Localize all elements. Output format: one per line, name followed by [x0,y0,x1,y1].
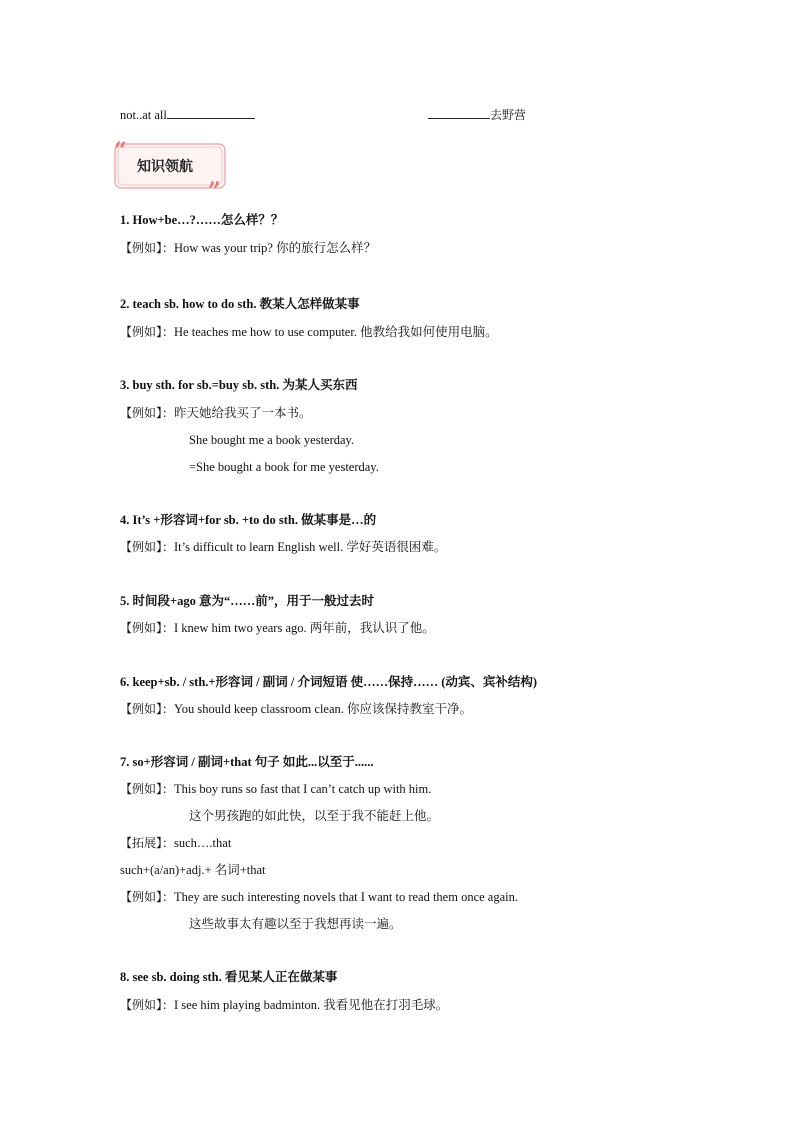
example-text: This boy runs so fast that I can’t catch up with him. [174,782,432,796]
example-line [120,701,472,717]
example-line [120,862,266,878]
example-line [120,539,446,555]
example-line [189,459,379,475]
answer-blank-1[interactable] [167,106,255,119]
example-text: How was your trip? 你的旅行怎么样？ [174,241,377,255]
item-title: 8. see sb. doing sth. 看见某人正在做某事 [120,970,338,984]
top-line-right [428,106,526,123]
example-text: I knew him two years ago. 两年前，我认识了他。 [174,621,435,635]
item-title: 2. teach sb. how to do sth. 教某人怎样做某事 [120,297,360,311]
example-line [120,781,431,797]
example-line [120,324,498,340]
example-label: 【例如】： [120,702,175,716]
item-title: 7. so+形容词 / 副词+that 句子 如此...以至于...... [120,755,374,769]
example-line [189,808,439,824]
example-text: such….that [174,836,232,850]
example-label: 【拓展】： [120,836,175,850]
item-title: 3. buy sth. for sb.=buy sb. sth. 为某人买东西 [120,378,358,392]
example-text: 这些故事太有趣以至于我想再读一遍。 [189,917,402,931]
open-quote-icon: “ [114,138,127,164]
example-text: =She bought a book for me yesterday. [189,460,379,474]
example-label: 【例如】： [120,890,175,904]
example-text: 这个男孩跑的如此快，以至于我不能赶上他。 [189,809,440,823]
example-text: She bought me a book yesterday. [189,433,355,447]
example-label: 【例如】： [120,406,175,420]
item-title: 6. keep+sb. / sth.+形容词 / 副词 / 介词短语 使……保持…… (动宾、宾补结构) [120,675,538,689]
example-line [189,432,354,448]
item-title: 4. It’s +形容词+for sb. +to do sth. 做某事是…的 [120,513,377,527]
example-text: You should keep classroom clean. 你应该保持教室干净。 [174,702,473,716]
example-text: I see him playing badminton. 我看见他在打羽毛球。 [174,998,449,1012]
top-right-text: 去野营 [490,108,527,122]
example-text: They are such interesting novels that I want to read them once again. [174,890,518,904]
example-line [120,997,448,1013]
example-label: 【例如】： [120,782,175,796]
example-line [120,240,376,256]
example-line [120,620,435,636]
top-left-text: not..at all [120,108,167,122]
top-line [120,106,255,123]
example-label: 【例如】： [120,241,175,255]
example-text: such+(a/an)+adj.+ 名词+that [120,863,266,877]
example-text: 昨天她给我买了一本书。 [174,406,312,420]
example-text: He teaches me how to use computer. 他教给我如何使用电脑。 [174,325,498,339]
example-line [120,835,231,851]
item-title: 5. 时间段+ago 意为“……前”，用于一般过去时 [120,594,374,608]
example-label: 【例如】： [120,998,175,1012]
example-line [120,405,312,421]
example-label: 【例如】： [120,540,175,554]
example-label: 【例如】： [120,621,175,635]
close-quote-icon: ” [208,178,221,192]
example-text: It’s difficult to learn English well. 学好英语很困难。 [174,540,447,554]
example-line [189,916,402,932]
section-badge-title: 知识领航 [137,159,193,175]
example-label: 【例如】： [120,325,175,339]
example-line [120,889,518,905]
answer-blank-2[interactable] [428,106,490,119]
item-title: 1. How+be…?……怎么样？？ [120,213,284,227]
